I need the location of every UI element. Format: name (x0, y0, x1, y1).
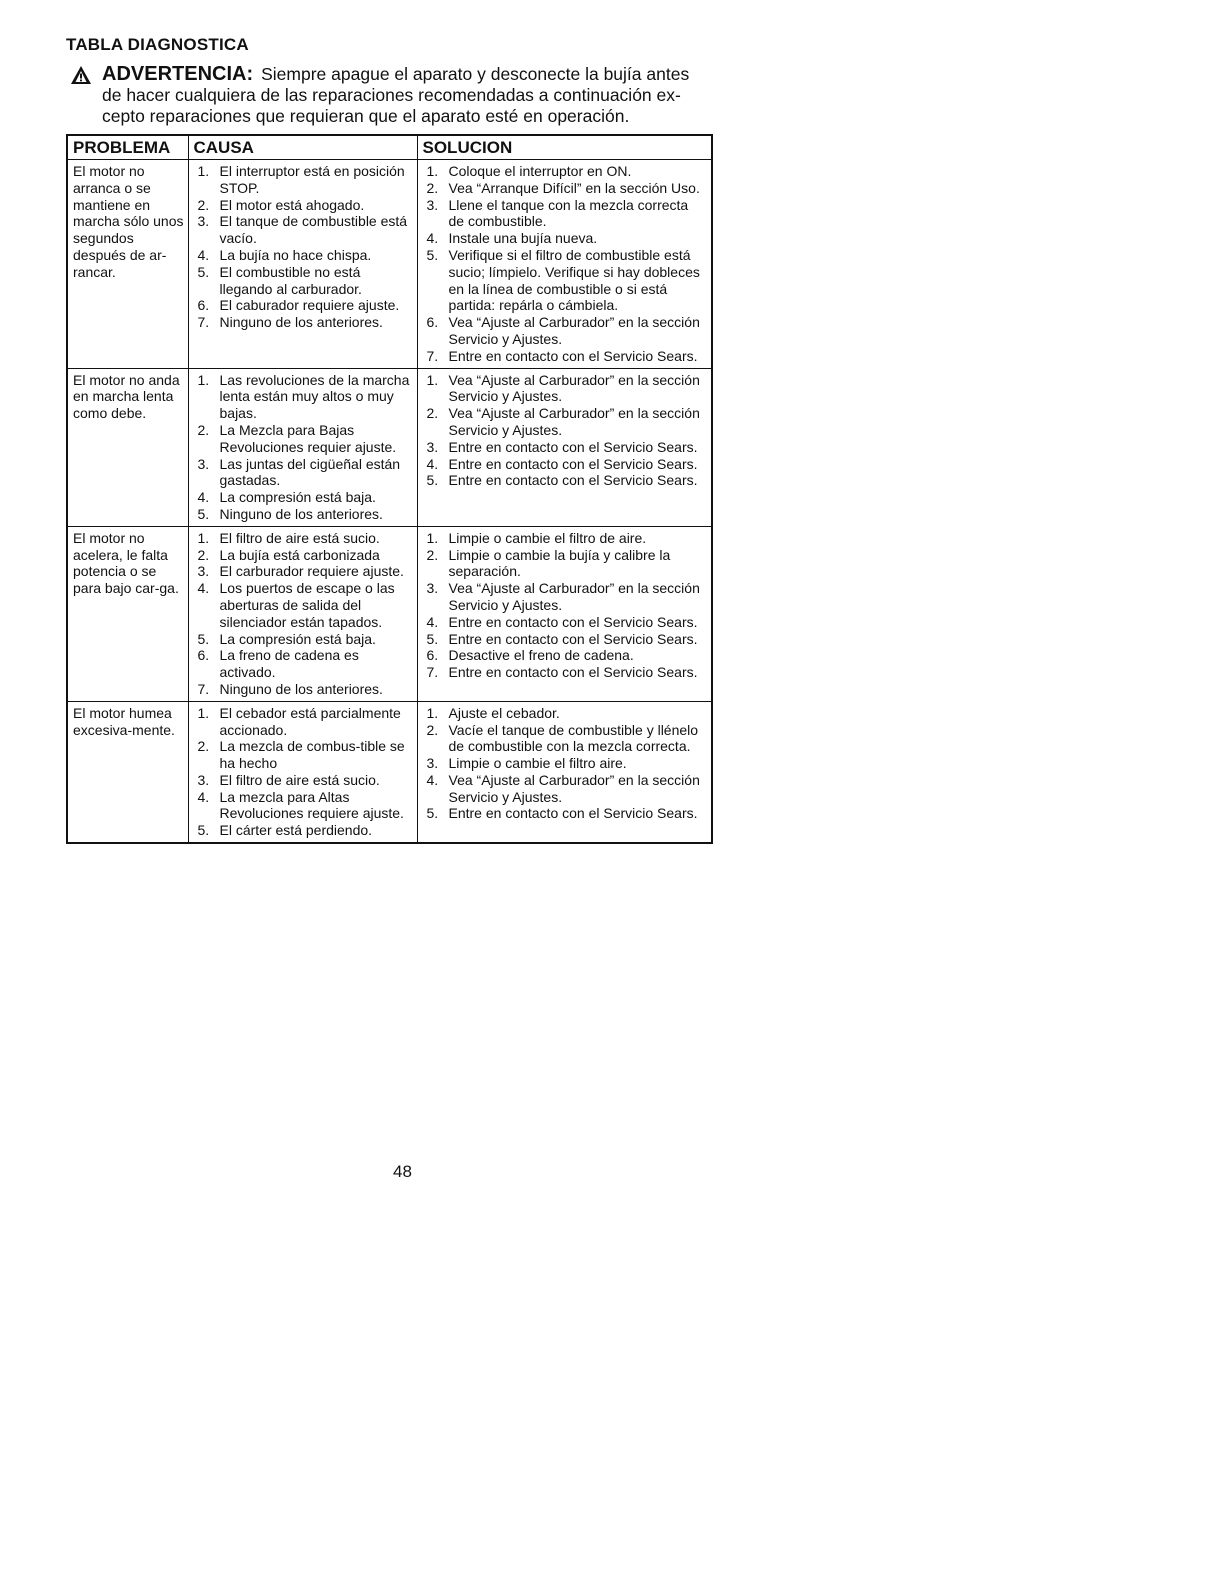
cause-item-number: 7. (197, 680, 210, 697)
solution-item-number: 5. (426, 472, 439, 489)
solution-item-text: Vea “Ajuste al Carburador” en la sección Servicio y Ajustes. (448, 371, 700, 405)
solution-item-number: 2. (426, 405, 439, 422)
cause-item (194, 197, 413, 214)
solution-item (423, 664, 708, 681)
solution-item (423, 472, 708, 489)
solution-item-number: 1. (426, 163, 439, 179)
cause-list (194, 163, 413, 331)
solution-cell (417, 368, 712, 526)
cause-item (194, 647, 413, 681)
table-row (67, 701, 712, 843)
solution-item-text: Vea “Ajuste al Carburador” en la sección Servicio y Ajustes. (448, 314, 700, 347)
cause-item (194, 530, 413, 547)
cause-item-text: La bujía está carbonizada (219, 546, 380, 563)
solution-item (423, 163, 708, 180)
solution-item (423, 456, 708, 473)
cause-item (194, 547, 413, 564)
cause-item (194, 681, 413, 698)
cause-item-text: El cárter está perdiendo. (219, 822, 373, 839)
cause-item-text: El motor está ahogado. (219, 196, 365, 213)
solution-item (423, 647, 708, 664)
solution-item-text: Verifique si el filtro de combustible está sucio; límpielo. Verifique si hay dobleces en la línea de combustible o si está partida: repárla o cámbiela. (448, 246, 700, 314)
table-body (67, 160, 712, 844)
cause-cell (188, 368, 417, 526)
cause-item (194, 563, 413, 580)
cause-item-text: Ninguno de los anteriores. (219, 680, 383, 697)
solution-item-number: 5. (426, 805, 439, 822)
cause-item (194, 372, 413, 422)
solution-list (423, 163, 708, 365)
solution-cell (417, 701, 712, 843)
solution-item-number: 1. (426, 371, 439, 388)
solution-item-text: Vea “Ajuste al Carburador” en la sección Servicio y Ajustes. (448, 580, 700, 613)
solution-item-text: Entre en contacto con el Servicio Sears. (448, 613, 698, 630)
solution-item-number: 4. (426, 613, 439, 630)
solution-item (423, 230, 708, 247)
solution-item-number: 1. (426, 704, 439, 721)
cause-cell (188, 160, 417, 369)
cause-item-text: Los puertos de escape o las aberturas de salida del silenciador están tapados. (219, 580, 395, 630)
cause-item-text: La compresión está baja. (219, 489, 376, 506)
solution-item (423, 439, 708, 456)
cause-cell (188, 701, 417, 843)
solution-item-text: Entre en contacto con el Servicio Sears. (448, 472, 698, 489)
table-row (67, 160, 712, 369)
warning-first-line (70, 64, 720, 85)
cause-item-text: El filtro de aire está sucio. (219, 529, 380, 546)
cause-item-text: El combustible no está llegando al carburador. (219, 263, 362, 297)
solution-item-number: 2. (426, 546, 439, 563)
table-row (67, 526, 712, 701)
cause-item (194, 705, 413, 739)
solution-item-number: 7. (426, 347, 439, 364)
cause-item (194, 247, 413, 264)
warning-block (70, 64, 720, 127)
solution-item-text: Vea “Ajuste al Carburador” en la sección Servicio y Ajustes. (448, 405, 700, 438)
solution-item-text: Entre en contacto con el Servicio Sears. (448, 347, 698, 364)
solution-item-number: 2. (426, 721, 439, 738)
solution-item-text: Limpie o cambie el filtro de aire. (448, 529, 647, 546)
solution-item-number: 6. (426, 647, 439, 664)
solution-item-number: 3. (426, 580, 439, 597)
problem-cell: El motor no acelera, le falta potencia o se para bajo car-ga. (67, 526, 188, 701)
solution-item (423, 314, 708, 348)
solution-item-text: Ajuste el cebador. (448, 704, 560, 721)
solution-item (423, 180, 708, 197)
warning-text-line2: de hacer cualquiera de las reparaciones recomendadas a continuación ex- (102, 85, 681, 105)
cause-item-number: 6. (197, 647, 210, 664)
cause-item (194, 506, 413, 523)
cause-item (194, 789, 413, 823)
problem-cell: El motor humea excesiva-mente. (67, 701, 188, 843)
cause-item (194, 163, 413, 197)
cause-item-text: Las juntas del cigüeñal están gastadas. (219, 455, 401, 489)
solution-item-text: Instale una bujía nueva. (448, 230, 598, 247)
solution-item-number: 6. (426, 314, 439, 331)
diagnostic-table (66, 134, 713, 844)
cause-cell (188, 526, 417, 701)
cause-item-text: Ninguno de los anteriores. (219, 505, 383, 522)
cause-item-text: El tanque de combustible está vacío. (219, 213, 408, 247)
solution-item-text: Vea “Arranque Difícil” en la sección Uso. (448, 179, 700, 196)
solution-item-text: Entre en contacto con el Servicio Sears. (448, 805, 698, 822)
cause-item-number: 4. (197, 580, 210, 597)
solution-item-text: Desactive el freno de cadena. (448, 647, 634, 664)
cause-item (194, 822, 413, 839)
solution-item (423, 547, 708, 581)
cause-list (194, 705, 413, 839)
solution-item-text: Limpie o cambie el filtro aire. (448, 755, 627, 772)
cause-item-number: 5. (197, 822, 210, 839)
problem-cell: El motor no arranca o se mantiene en marcha sólo unos segundos después de ar-rancar. (67, 160, 188, 369)
cause-item-number: 2. (197, 546, 210, 563)
cause-item-text: Ninguno de los anteriores. (219, 314, 383, 331)
problem-cell: El motor no anda en marcha lenta como debe. (67, 368, 188, 526)
solution-item-number: 3. (426, 438, 439, 455)
solution-cell (417, 526, 712, 701)
cause-item-number: 2. (197, 738, 210, 755)
cause-item-number: 3. (197, 213, 210, 230)
solution-item (423, 614, 708, 631)
cause-item-number: 3. (197, 563, 210, 580)
solution-item (423, 197, 708, 231)
header-causa: CAUSA (188, 135, 417, 160)
solution-item (423, 580, 708, 614)
cause-item (194, 738, 413, 772)
table-row (67, 368, 712, 526)
cause-item-number: 1. (197, 529, 210, 546)
solution-list (423, 530, 708, 681)
header-problema: PROBLEMA (67, 135, 188, 160)
solution-item (423, 530, 708, 547)
cause-item-number: 3. (197, 455, 210, 472)
solution-item-text: Entre en contacto con el Servicio Sears. (448, 630, 698, 647)
solution-item-number: 4. (426, 455, 439, 472)
solution-item-number: 2. (426, 179, 439, 196)
cause-item (194, 489, 413, 506)
solution-item-number: 3. (426, 755, 439, 772)
cause-item-text: La compresión está baja. (219, 630, 376, 647)
cause-item (194, 422, 413, 456)
page-title: TABLA DIAGNOSTICA (66, 35, 249, 54)
solution-item-number: 5. (426, 246, 439, 263)
cause-item-text: La mezcla para Altas Revoluciones requiere ajuste. (219, 788, 404, 822)
warning-text-line3: cepto reparaciones que requieran que el aparato esté en operación. (102, 106, 630, 126)
solution-cell (417, 160, 712, 369)
cause-item-text: La Mezcla para Bajas Revoluciones requier ajuste. (219, 421, 397, 455)
cause-item-text: El interruptor está en posición STOP. (219, 163, 405, 196)
solution-item-number: 7. (426, 664, 439, 681)
cause-item-number: 1. (197, 371, 210, 388)
solution-item (423, 755, 708, 772)
solution-item-number: 3. (426, 196, 439, 213)
cause-item-text: La freno de cadena es activado. (219, 647, 359, 681)
solution-list (423, 705, 708, 823)
cause-item (194, 297, 413, 314)
warning-triangle-icon (70, 65, 92, 85)
cause-item-number: 7. (197, 314, 210, 331)
cause-item-text: Las revoluciones de la marcha lenta están muy altos o muy bajas. (219, 371, 410, 422)
cause-item-number: 5. (197, 263, 210, 280)
cause-item (194, 264, 413, 298)
warning-heading: ADVERTENCIA: (102, 63, 254, 85)
solution-item-text: Limpie o cambie la bujía y calibre la separación. (448, 546, 671, 580)
cause-item-number: 4. (197, 489, 210, 506)
page-number: 48 (393, 1162, 412, 1181)
solution-item-text: Entre en contacto con el Servicio Sears. (448, 438, 698, 455)
cause-item (194, 580, 413, 630)
solution-item (423, 805, 708, 822)
solution-item (423, 247, 708, 314)
cause-item-number: 3. (197, 771, 210, 788)
solution-item-text: Entre en contacto con el Servicio Sears. (448, 455, 698, 472)
cause-item-number: 2. (197, 421, 210, 438)
cause-item (194, 772, 413, 789)
cause-item-number: 6. (197, 297, 210, 314)
cause-item-text: El filtro de aire está sucio. (219, 771, 380, 788)
cause-item-number: 5. (197, 505, 210, 522)
solution-item-number: 4. (426, 230, 439, 247)
solution-item (423, 722, 708, 756)
solution-item-number: 1. (426, 529, 439, 546)
cause-item-text: El caburador requiere ajuste. (219, 297, 400, 314)
cause-item-number: 5. (197, 630, 210, 647)
cause-item-text: El carburador requiere ajuste. (219, 563, 404, 580)
cause-item-text: El cebador está parcialmente accionado. (219, 704, 401, 738)
solution-item-text: Llene el tanque con la mezcla correcta de combustible. (448, 196, 689, 230)
solution-item-number: 5. (426, 630, 439, 647)
solution-item-text: Coloque el interruptor en ON. (448, 163, 632, 179)
solution-item-text: Vacíe el tanque de combustible y llénelo de combustible con la mezcla correcta. (448, 721, 699, 755)
cause-list (194, 372, 413, 523)
cause-item-number: 1. (197, 163, 210, 179)
cause-item-text: La mezcla de combus-tible se ha hecho (219, 738, 405, 772)
header-solucion: SOLUCION (417, 135, 712, 160)
cause-item-number: 4. (197, 246, 210, 263)
cause-item-number: 2. (197, 196, 210, 213)
solution-item-text: Entre en contacto con el Servicio Sears. (448, 664, 698, 681)
solution-item (423, 372, 708, 406)
cause-item (194, 213, 413, 247)
warning-text-line1: Siempre apague el aparato y desconecte la bujía antes (261, 64, 690, 84)
cause-item-text: La bujía no hace chispa. (219, 246, 372, 263)
solution-item (423, 631, 708, 648)
cause-item (194, 631, 413, 648)
solution-item (423, 405, 708, 439)
table-header-row (67, 135, 712, 160)
solution-item-number: 4. (426, 771, 439, 788)
cause-list (194, 530, 413, 698)
solution-item (423, 348, 708, 365)
solution-list (423, 372, 708, 490)
solution-item (423, 772, 708, 806)
solution-item-text: Vea “Ajuste al Carburador” en la sección Servicio y Ajustes. (448, 771, 700, 805)
solution-item (423, 705, 708, 722)
cause-item-number: 1. (197, 704, 210, 721)
cause-item (194, 314, 413, 331)
cause-item (194, 456, 413, 490)
cause-item-number: 4. (197, 788, 210, 805)
